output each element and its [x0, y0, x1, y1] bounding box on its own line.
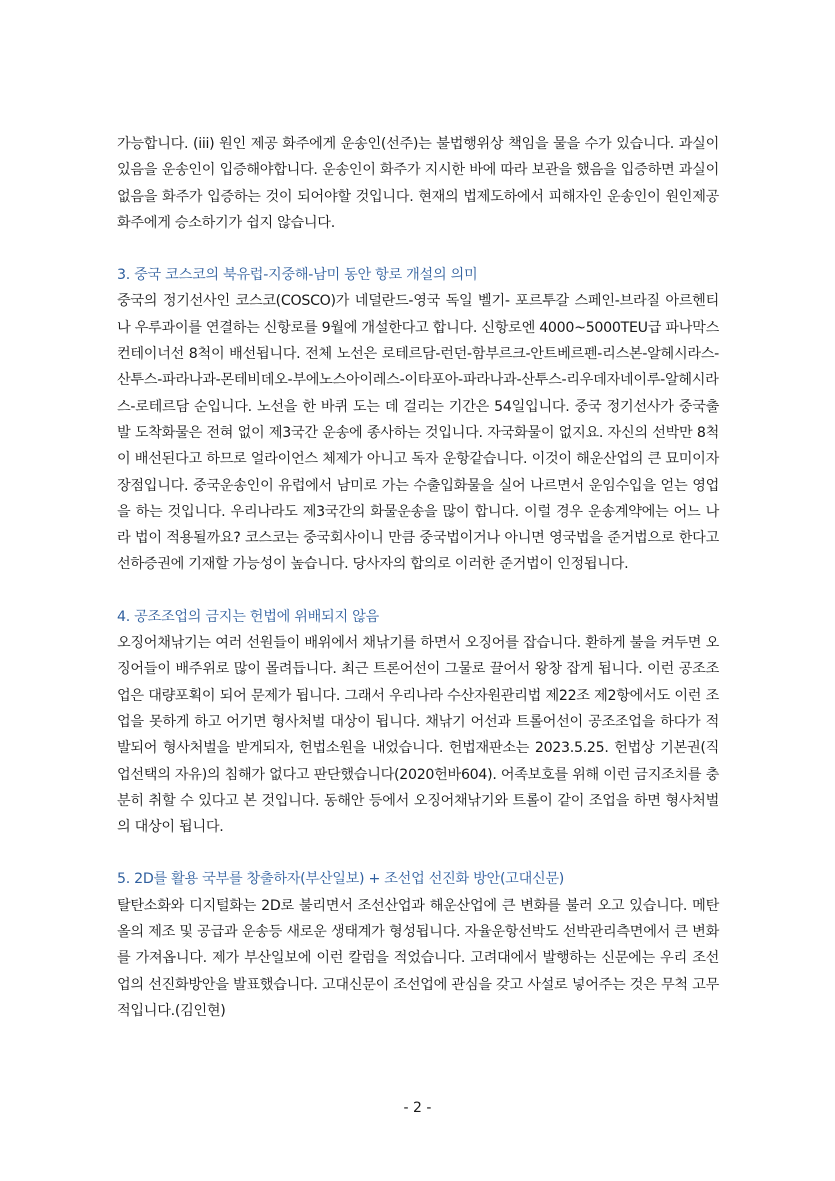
- section-5-title: 5. 2D를 활용 국부를 창출하자(부산일보) + 조선업 선진화 방안(고대신문): [117, 871, 565, 888]
- section-3-title: 3. 중국 코스코의 북유럽-지중해-남미 동안 항로 개설의 의미: [117, 267, 478, 284]
- section-3-body: 중국의 정기선사인 코스코(COSCO)가 네덜란드-영국 독일 벨기- 포르투갈 스페인-브라질 아르헨티나 우루과이를 연결하는 신항로를 9월에 개설한다고 합니다. 신항로엔 4000~5000TEU급 파나막스 컨테이너선 8척이 배선됩니다. 전체 노선은 로테르담-런던-함부르크-안트베르펜-리스본-알헤시라스-산투스-파라나과-몬테비데오-부에노스아이레스-이타포아-파라나과-산투스-리우데자네이루-알헤시라스-로테르담 순입니다. 노선을 한 바퀴 도는 데 걸리는 기간은 54일입니다. 중국 정기선사가 중국출발 도착화물은 전혀 없이 제3국간 운송에 종사하는 것입니다. 자국화물이 없지요. 자신의 선박만 8척이 배선된다고 하므로 얼라이언스 체제가 아니고 독자 운항같습니다. 이것이 해운산업의 큰 묘미이자 장점입니다. 중국운송인이 유럽에서 남미로 가는 수출입화물을 실어 나르면서 운임수입을 얻는 영업을 하는 것입니다. 우리나라도 제3국간의 화물운송을 많이 합니다. 이럴 경우 운송계약에는 어느 나라 법이 적용될까요? 코스코는 중국회사이니 만큼 중국법이거나 아니면 영국법을 준거법으로 한다고 선하증권에 기재할 가능성이 높습니다. 당사자의 합의로 이러한 준거법이 인정됩니다.: [117, 293, 719, 573]
- section-4-body: 오징어채낚기는 여러 선원들이 배위에서 채낚기를 하면서 오징어를 잡습니다. 환하게 불을 켜두면 오징어들이 배주위로 많이 몰려듭니다. 최근 트론어선이 그물로 끌어서 왕창 잡게 됩니다. 이런 공조조업은 대량포획이 되어 문제가 됩니다. 그래서 우리나라 수산자원관리법 제22조 제2항에서도 이런 조업을 못하게 하고 어기면 형사처벌 대상이 됩니다. 채낚기 어선과 트롤어선이 공조조업을 하다가 적발되어 형사처벌을 받게되자, 헌법소원을 내었습니다. 헌법재판소는 2023.5.25. 헌법상 기본권(직업선택의 자유)의 침해가 없다고 판단했습니다(2020헌바604). 어족보호를 위해 이런 금지조치를 충분히 취할 수 있다고 본 것입니다. 동해안 등에서 오징어채낚기와 트롤이 같이 조업을 하면 형사처벌의 대상이 됩니다.: [117, 635, 719, 836]
- section-4-title: 4. 공조조업의 금지는 헌법에 위배되지 않음: [117, 608, 379, 625]
- section-spacer: [117, 840, 719, 866]
- page-number: - 2 -: [403, 1100, 432, 1116]
- section-spacer: [117, 578, 719, 604]
- intro-paragraph: 가능합니다. (iii) 원인 제공 화주에게 운송인(선주)는 불법행위상 책임을 물을 수가 있습니다. 과실이 있음을 운송인이 입증해야합니다. 운송인이 화주가 지시한 바에 따라 보관을 했음을 입증하면 과실이 없음을 화주가 입증하는 것이 되어야할 것입니다. 현재의 법제도하에서 피해자인 운송인이 원인제공 화주에게 승소하기가 쉽지 않습니다.: [117, 136, 719, 231]
- page-content: [117, 131, 719, 1024]
- section-spacer: [117, 236, 719, 262]
- section-5-body: 탈탄소화와 디지털화는 2D로 불리면서 조선산업과 해운산업에 큰 변화를 불러 오고 있습니다. 메탄올의 제조 및 공급과 운송등 새로운 생태계가 형성됩니다. 자율운항선박도 선박관리측면에서 큰 변화를 가져옵니다. 제가 부산일보에 이런 칼럼을 적었습니다. 고려대에서 발행하는 신문에는 우리 조선업의 선진화방안을 발표했습니다. 고대신문이 조선업에 관심을 갖고 사설로 넣어주는 것은 무척 고무적입니다.(김인현): [117, 897, 719, 1019]
